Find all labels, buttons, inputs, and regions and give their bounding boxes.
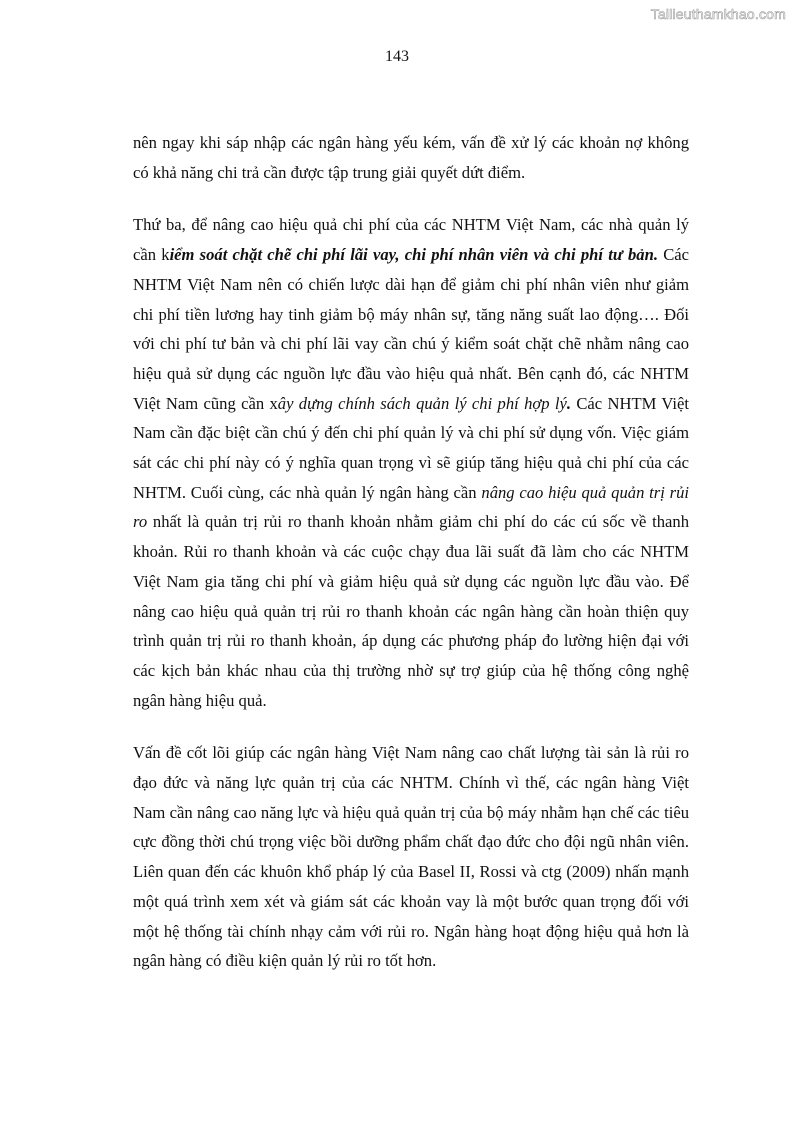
page-number: 143 <box>385 48 409 65</box>
paragraph-3 <box>133 738 689 976</box>
paragraph-2 <box>133 210 689 715</box>
emphasis-cost-policy: ây dựng chính sách quản lý chi phí hợp lý <box>277 393 567 413</box>
paragraph-2-text-a: Thứ ba, để nâng cao hiệu quả chi phí của các NHTM Việt Nam, các nhà quản lý cần k <box>133 215 689 265</box>
paragraph-1 <box>133 128 689 187</box>
paragraph-1-text: nên ngay khi sáp nhập các ngân hàng yếu kém, vấn đề xử lý các khoản nợ không có khả năng chi trả cần được tập trung giải quyết dứt điểm. <box>133 133 689 182</box>
paragraph-2-text-f: Các NHTM Việt Nam cần đặc biệt cần chú ý đến chi phí quản lý và chi phí sử dụng vốn. Việc giám sát các chi phí này có ý nghĩa quan trọng vì sẽ giúp tăng hiệu quả chi phí của các NHTM. Cuối cùng, các nhà quản lý ngân hàng cần <box>133 393 689 502</box>
watermark-text: Tailieuthamkhao.com <box>650 6 786 22</box>
emphasis-risk-management: nâng cao hiệu quả quản trị rủi ro <box>133 482 689 532</box>
paragraph-2-text-c: Các NHTM Việt Nam nên có chiến lược dài hạn để giảm chi phí nhân viên như giảm chi phí tiền lương hay tinh giảm bộ máy nhân sự, tăng năng suất lao động…. Đối với chi phí tư bản và chi phí lãi vay cần chú ý kiểm soát chặt chẽ nhằm nâng cao hiệu quả sử dụng các nguồn lực đầu vào hiệu quả nhất. Bên cạnh đó, các NHTM Việt Nam cũng cần x <box>133 245 690 413</box>
paragraph-3-text: Vấn đề cốt lõi giúp các ngân hàng Việt Nam nâng cao chất lượng tài sản là rủi ro đạo đức và năng lực quản trị của các NHTM. Chính vì thế, các ngân hàng Việt Nam cần nâng cao năng lực và hiệu quả quản trị của bộ máy nhằm hạn chế các tiêu cực đồng thời chú trọng việc bồi dưỡng phẩm chất đạo đức cho đội ngũ nhân viên. Liên quan đến các khuôn khổ pháp lý của Basel II, Rossi và ctg (2009) nhấn mạnh một quá trình xem xét và giám sát các khoản vay là một bước quan trọng đối với một hệ thống tài chính nhạy cảm với rủi ro. Ngân hàng hoạt động hiệu quả hơn là ngân hàng có điều kiện quản lý rủi ro tốt hơn. <box>133 743 689 971</box>
document-body <box>133 128 689 999</box>
paragraph-2-text-h: nhất là quản trị rủi ro thanh khoản nhằm giảm chi phí do các cú sốc về thanh khoản. Rủi ro thanh khoản và các cuộc chạy đua lãi suất đã làm cho các NHTM Việt Nam gia tăng chi phí và giảm hiệu quả sử dụng các nguồn lực đầu vào. Để nâng cao hiệu quả quản trị rủi ro thanh khoản các ngân hàng cần hoàn thiện quy trình quản trị rủi ro thanh khoản, áp dụng các phương pháp đo lường hiện đại với các kịch bản khác nhau của thị trường nhờ sự trợ giúp của hệ thống công nghệ ngân hàng hiệu quả. <box>133 512 689 710</box>
emphasis-period: . <box>566 393 572 413</box>
emphasis-cost-control: iểm soát chặt chẽ chi phí lãi vay, chi phí nhân viên và chi phí tư bản. <box>169 245 658 265</box>
